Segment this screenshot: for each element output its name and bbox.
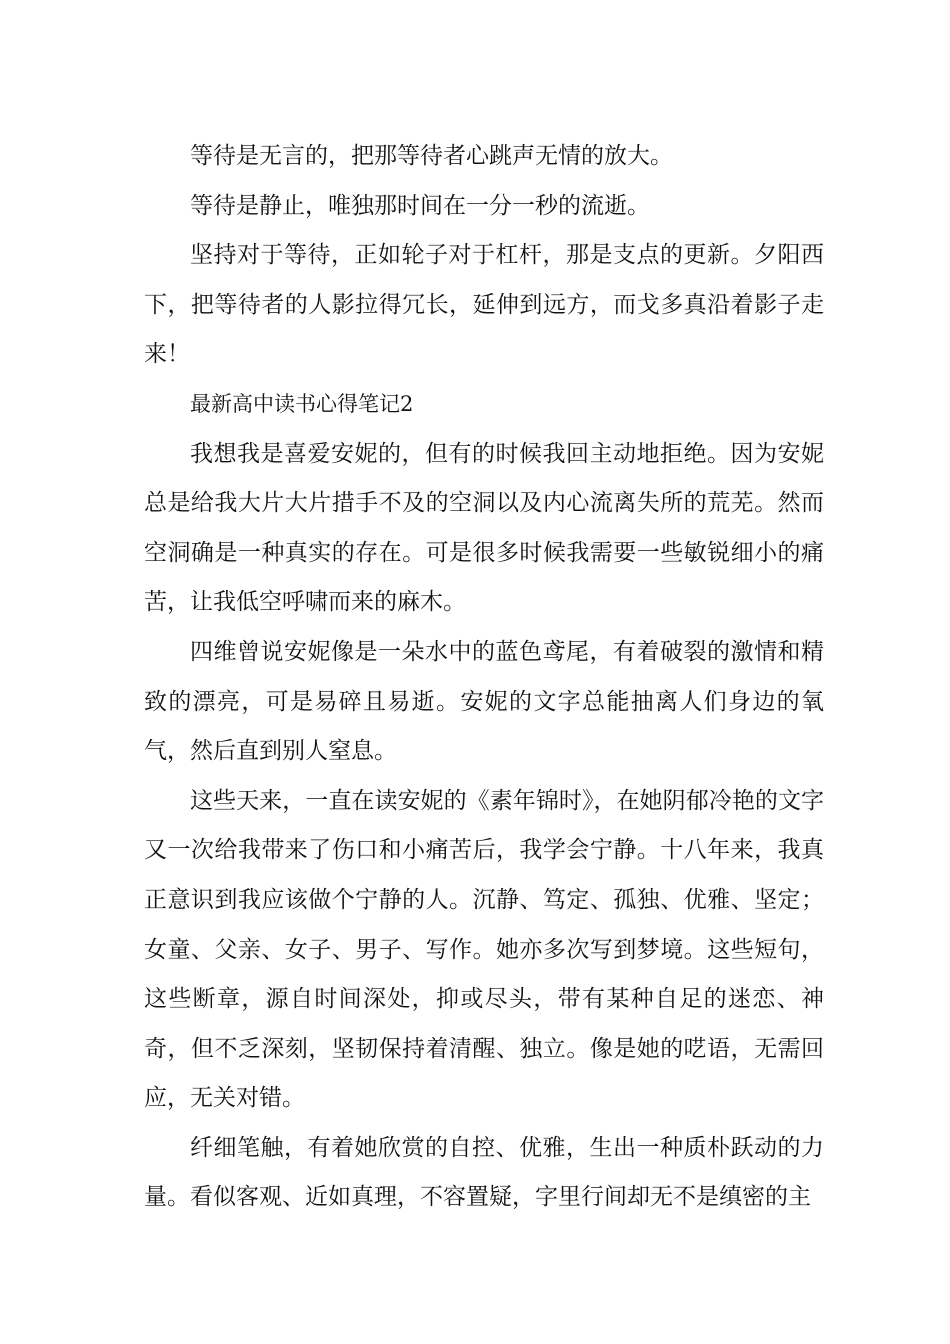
paragraph-iris: 四维曾说安妮像是一朵水中的蓝色鸢尾，有着破裂的激情和精致的漂亮，可是易碎且易逝。安妮的文字总能抽离人们身边的氧气，然后直到别人窒息。: [144, 638, 824, 765]
document-body: [144, 132, 824, 1223]
paragraph-annie-love: 我想我是喜爱安妮的，但有的时候我回主动地拒绝。因为安妮总是给我大片大片措手不及的空洞以及内心流离失所的荒芜。然而空洞确是一种真实的存在。可是很多时候我需要一些敏锐细小的痛苦，让我低空呼啸而来的麻木。: [144, 440, 824, 616]
section-heading: 最新高中读书心得笔记2: [190, 391, 414, 416]
paragraph-waiting-silent: 等待是无言的，把那等待者心跳声无情的放大。: [190, 143, 673, 169]
paragraph-delicate-strokes: 纤细笔触，有着她欣赏的自控、优雅，生出一种质朴跃动的力量。看似客观、近如真理，不容置疑，字里行间却无不是缜密的主: [144, 1134, 824, 1211]
paragraph-waiting-still: 等待是静止，唯独那时间在一分一秒的流逝。: [190, 192, 650, 219]
paragraph-persistence: 坚持对于等待，正如轮子对于杠杆，那是支点的更新。夕阳西下，把等待者的人影拉得冗长，延伸到远方，而戈多真沿着影子走来！: [144, 242, 824, 368]
paragraph-sunian-jinshi: 这些天来，一直在读安妮的《素年锦时》，在她阴郁冷艳的文字又一次给我带来了伤口和小痛苦后，我学会宁静。十八年来，我真正意识到我应该做个宁静的人。沉静、笃定、孤独、优雅、坚定；女童、父亲、女子、男子、写作。她亦多次写到梦境。这些短句，这些断章，源自时间深处，抑或尽头，带有某种自足的迷恋、神奇，但不乏深刻，坚韧保持着清醒、独立。像是她的呓语，无需回应，无关对错。: [144, 787, 824, 1112]
